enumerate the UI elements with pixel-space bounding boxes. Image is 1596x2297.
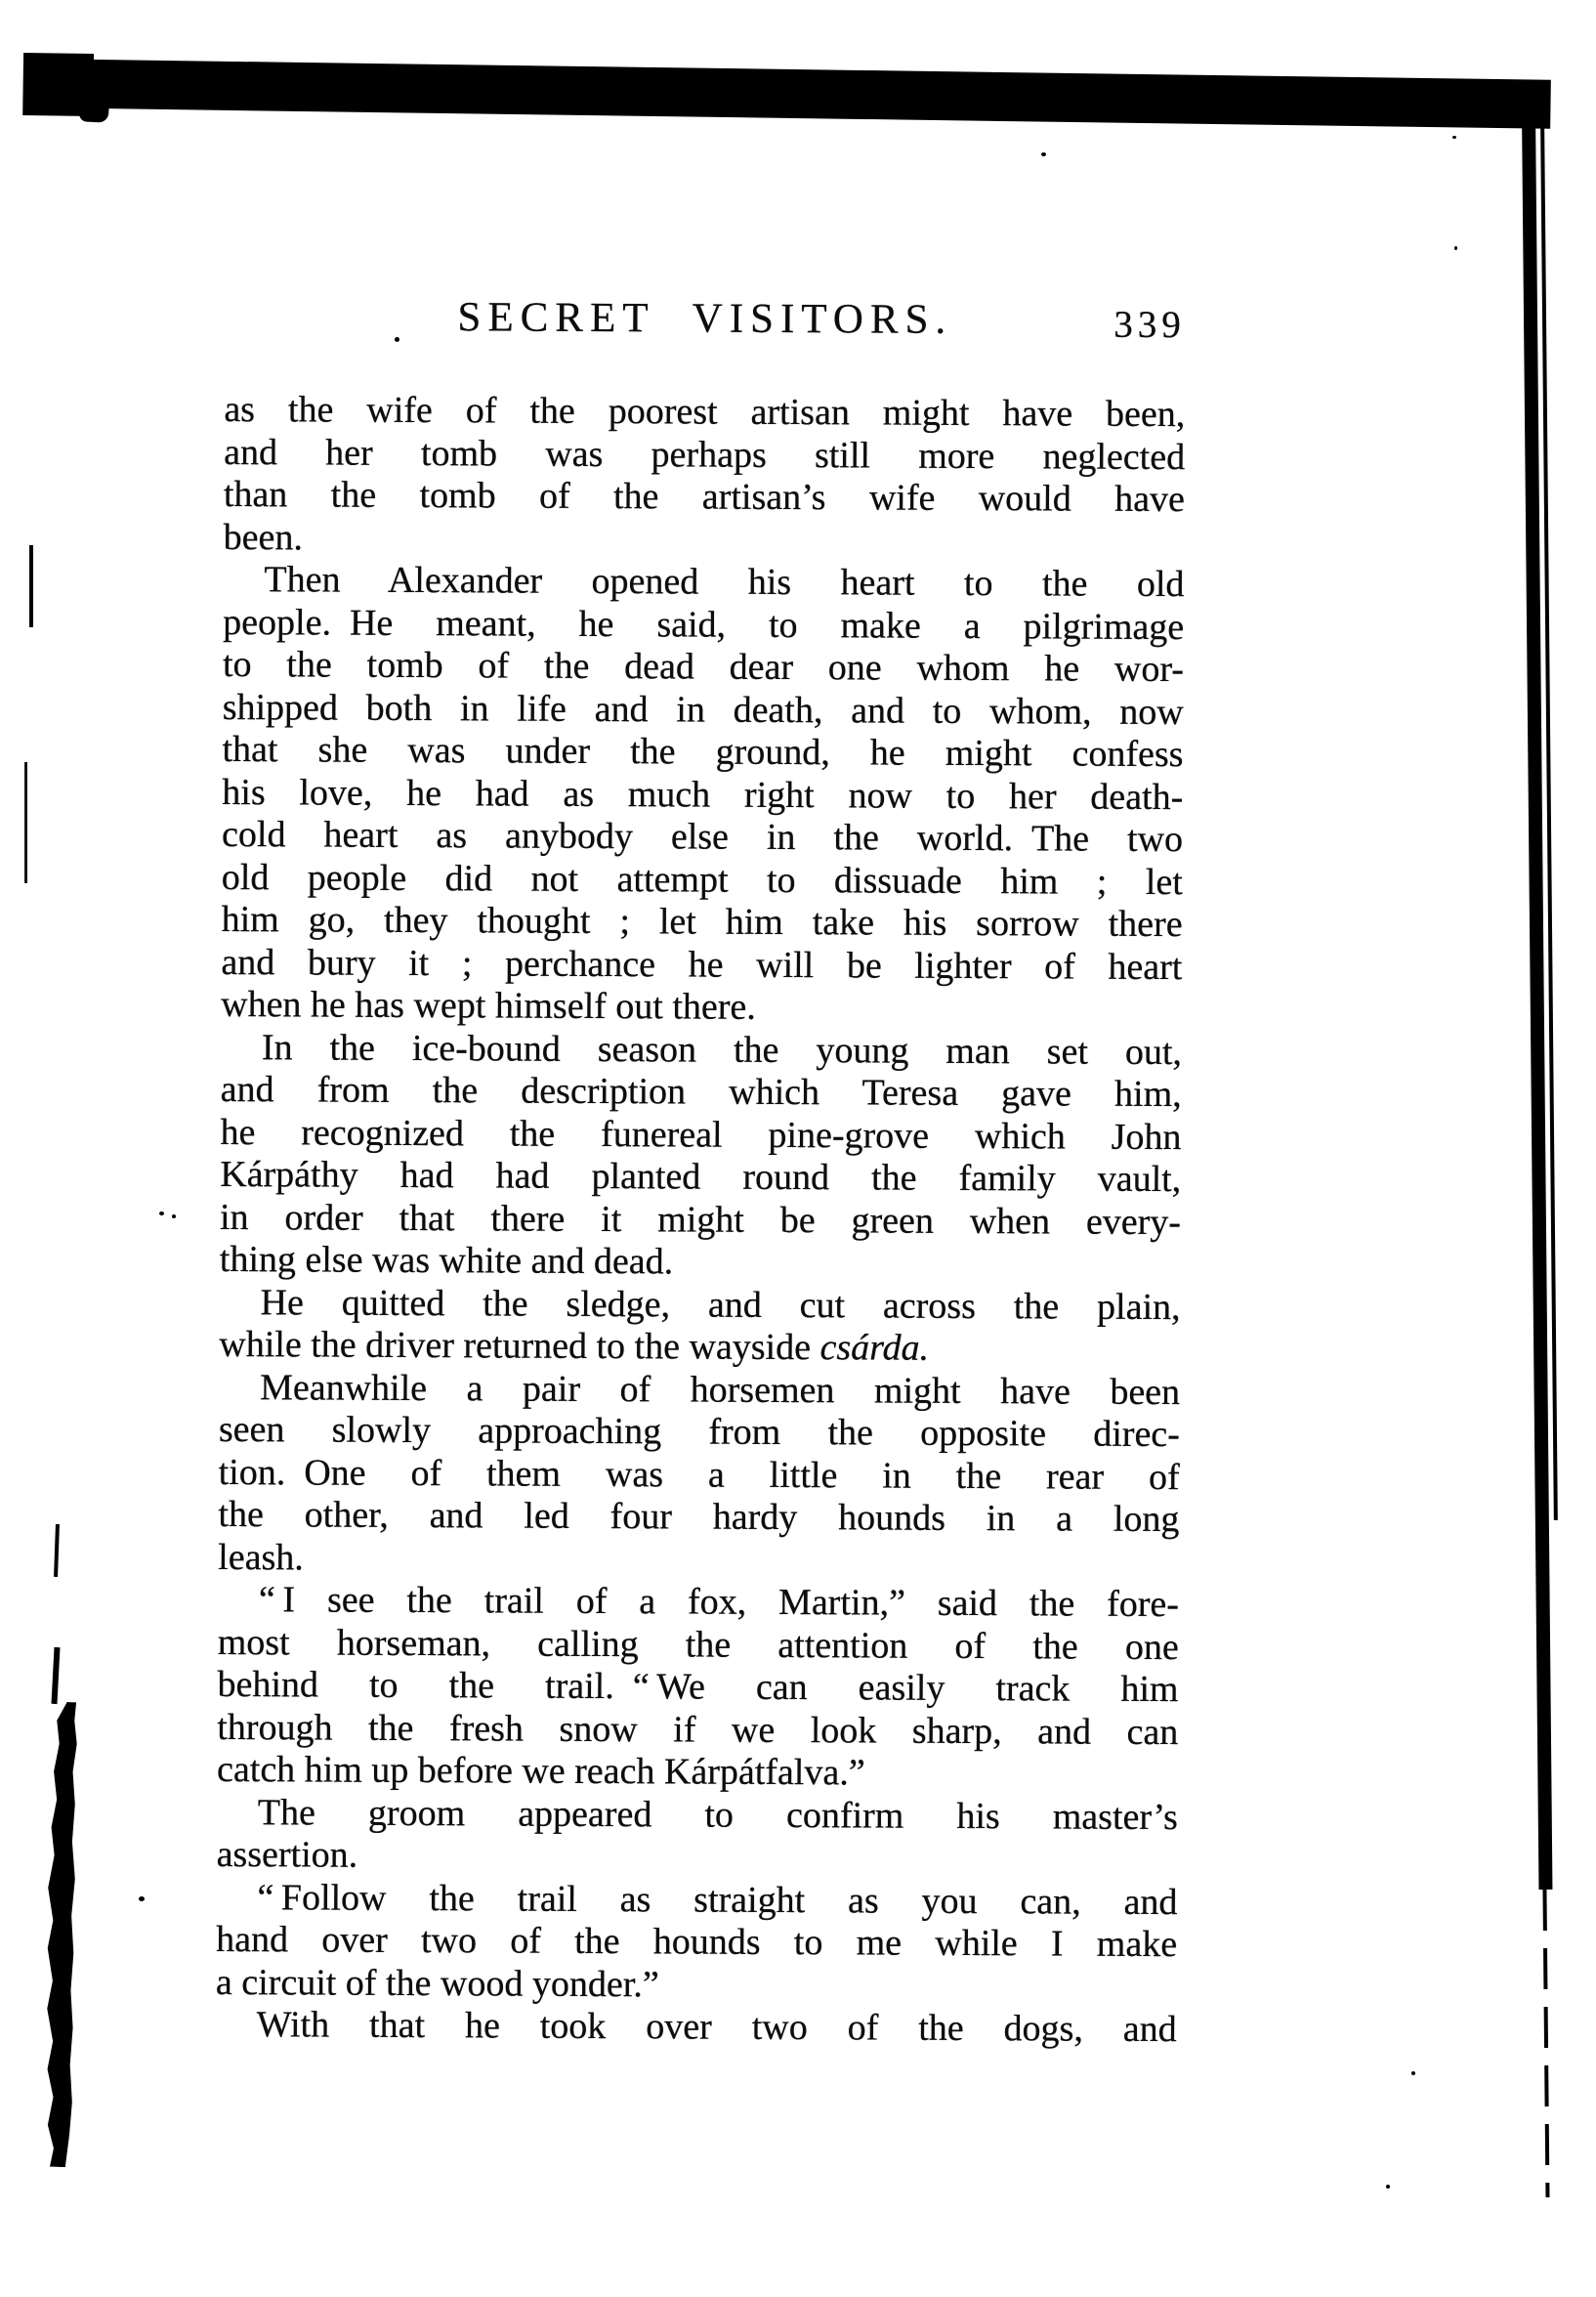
text-line: been. [223,516,304,558]
text-line: He quitted the sledge, and cut across the plain, [260,1281,1181,1328]
scan-noise-speck [139,1896,145,1901]
paragraph [219,1281,1180,1371]
text-line: and her tomb was perhaps still more neglected [224,431,1186,478]
text-line: In the ice-bound season the young man set out, [261,1026,1183,1073]
text-line: The groom appeared to confirm his master’s [257,1791,1178,1838]
text-run: while the driver returned to the wayside [219,1323,820,1369]
text-line: cold heart as anybody else in the world. The two [221,813,1184,861]
scan-left-tick [29,545,33,627]
text-line: seen slowly approaching from the opposite direc- [218,1408,1181,1456]
text-line: With that he took over two of the dogs, and [256,2004,1177,2051]
text-line: assertion. [216,1833,358,1876]
text-line: him go, they thought ; let him take his sorrow there [221,898,1183,946]
text-line: Kárpáthy had had planted round the family vault, [220,1153,1182,1201]
scan-right-line [1522,111,1552,1890]
text-line: behind to the trail. “ We can easily track him [217,1663,1179,1711]
text-line: through the fresh snow if we look sharp, and can [217,1706,1179,1753]
page-header [225,293,1186,345]
scan-top-bar-artifact [24,59,1551,129]
text-line: catch him up before we reach Kárpátfalva.” [216,1748,865,1794]
text-line: when he has wept himself out there. [221,983,756,1028]
paragraph [217,1791,1178,1881]
text-line: hand over two of the hounds to me while I make [216,1918,1178,1966]
page-number: 339 [1113,303,1186,347]
page-content [216,293,1186,2052]
paragraph [224,389,1186,564]
text-line: that she was under the ground, he might confess [222,728,1184,776]
text-line: people. He meant, he said, to make a pilgrimage [223,601,1185,648]
text-line: and bury it ; perchance he will be lighter of heart [221,941,1183,988]
text-line: old people did not attempt to dissuade him ; let [221,856,1183,903]
text-line: shipped both in life and in death, and to whom, now [222,686,1184,733]
text-line: in order that there it might be green when every- [219,1196,1182,1243]
text-line: he recognized the funereal pine-grove which John [220,1111,1182,1158]
text-line: the other, and led four hardy hounds in a long [218,1493,1180,1541]
text-line: and from the description which Teresa gave him, [220,1068,1182,1116]
text-line: a circuit of the wood yonder.” [215,1961,659,2005]
text-line: Meanwhile a pair of horsemen might have been [260,1366,1181,1413]
scan-noise-speck [172,1214,176,1218]
text-line: than the tomb of the artisan’s wife would have [223,473,1186,521]
scan-left-gutter-artifact [40,1702,84,2168]
paragraph [216,2004,1177,2052]
scan-left-tick [51,1647,60,1704]
scan-left-tick [54,1524,60,1577]
scan-noise-speck [1454,246,1457,250]
paragraph [221,559,1184,1032]
text-line: his love, he had as much right now to her death- [222,771,1184,818]
paragraph [220,1026,1182,1286]
paragraph [216,1876,1178,2009]
italic-text-run: csárda. [819,1327,930,1369]
scan-noise-speck [1041,152,1046,156]
scan-noise-speck [1452,136,1456,139]
paragraph [217,1579,1179,1797]
text-line: “ I see the trail of a fox, Martin,” said the fore- [258,1579,1180,1626]
text-line: leash. [218,1536,304,1578]
scan-left-tick [24,762,27,883]
scan-right-edge-artifact [1522,111,1569,2197]
scan-noise-speck [159,1212,164,1215]
text-line: as the wife of the poorest artisan might have been, [224,388,1186,436]
text-line: Then Alexander opened his heart to the old [264,559,1185,606]
text-line: thing else was white and dead. [219,1238,674,1283]
text-line [219,1324,1180,1372]
page-body [216,389,1186,2052]
paragraph [218,1366,1180,1584]
text-line: to the tomb of the dead dear one whom he wor- [222,643,1185,691]
scan-noise-speck [1386,2185,1390,2189]
text-line: most horseman, calling the attention of the one [217,1621,1179,1668]
scan-noise-speck [1411,2071,1415,2075]
scan-right-line-taper [1542,1890,1549,2197]
text-line: tion. One of them was a little in the rear of [218,1451,1180,1498]
text-line: “ Follow the trail as straight as you can, and [257,1876,1178,1923]
running-title: SECRET VISITORS. [457,294,953,343]
